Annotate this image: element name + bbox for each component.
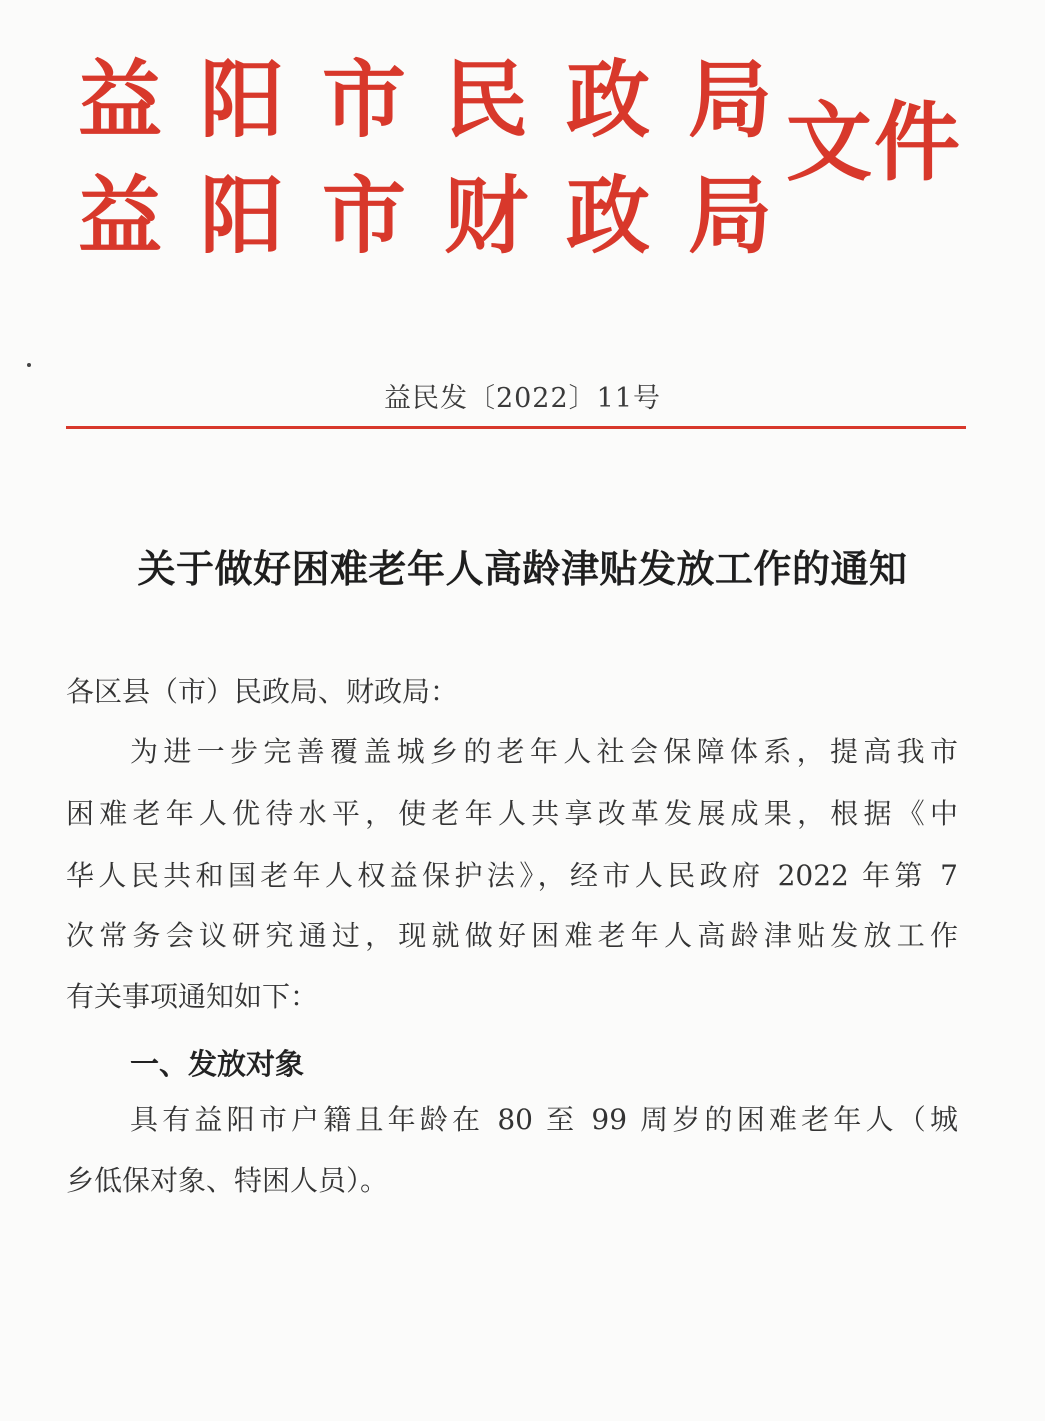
- body-line-5: 有关事项通知如下：: [66, 980, 319, 1013]
- issuer-line-finance: 益阳市财政局: [78, 166, 811, 265]
- document-type-label: 文件: [786, 92, 962, 193]
- red-divider: [66, 426, 966, 429]
- stray-mark: [27, 363, 31, 367]
- body-line-1: 为进一步完善覆盖城乡的老年人社会保障体系，提高我市: [130, 735, 958, 768]
- section-heading-recipients: 一、发放对象: [130, 1047, 305, 1081]
- addressee: 各区县（市）民政局、财政局：: [66, 675, 459, 708]
- document-number: 益民发〔2022〕11号: [383, 383, 662, 414]
- section-line-2: 乡低保对象、特困人员）。: [66, 1164, 389, 1197]
- issuer-line-civil-affairs: 益阳市民政局: [78, 50, 811, 149]
- body-line-4: 次常务会议研究通过，现就做好困难老年人高龄津贴发放工作: [66, 919, 958, 952]
- section-line-1: 具有益阳市户籍且年龄在 80 至 99 周岁的困难老年人（城: [130, 1103, 958, 1136]
- document-title: 关于做好困难老年人高龄津贴发放工作的通知: [137, 547, 908, 591]
- body-line-2: 困难老年人优待水平，使老年人共享改革发展成果，根据《中: [66, 797, 958, 830]
- body-line-3: 华人民共和国老年人权益保护法》，经市人民政府 2022 年第 7: [66, 859, 958, 892]
